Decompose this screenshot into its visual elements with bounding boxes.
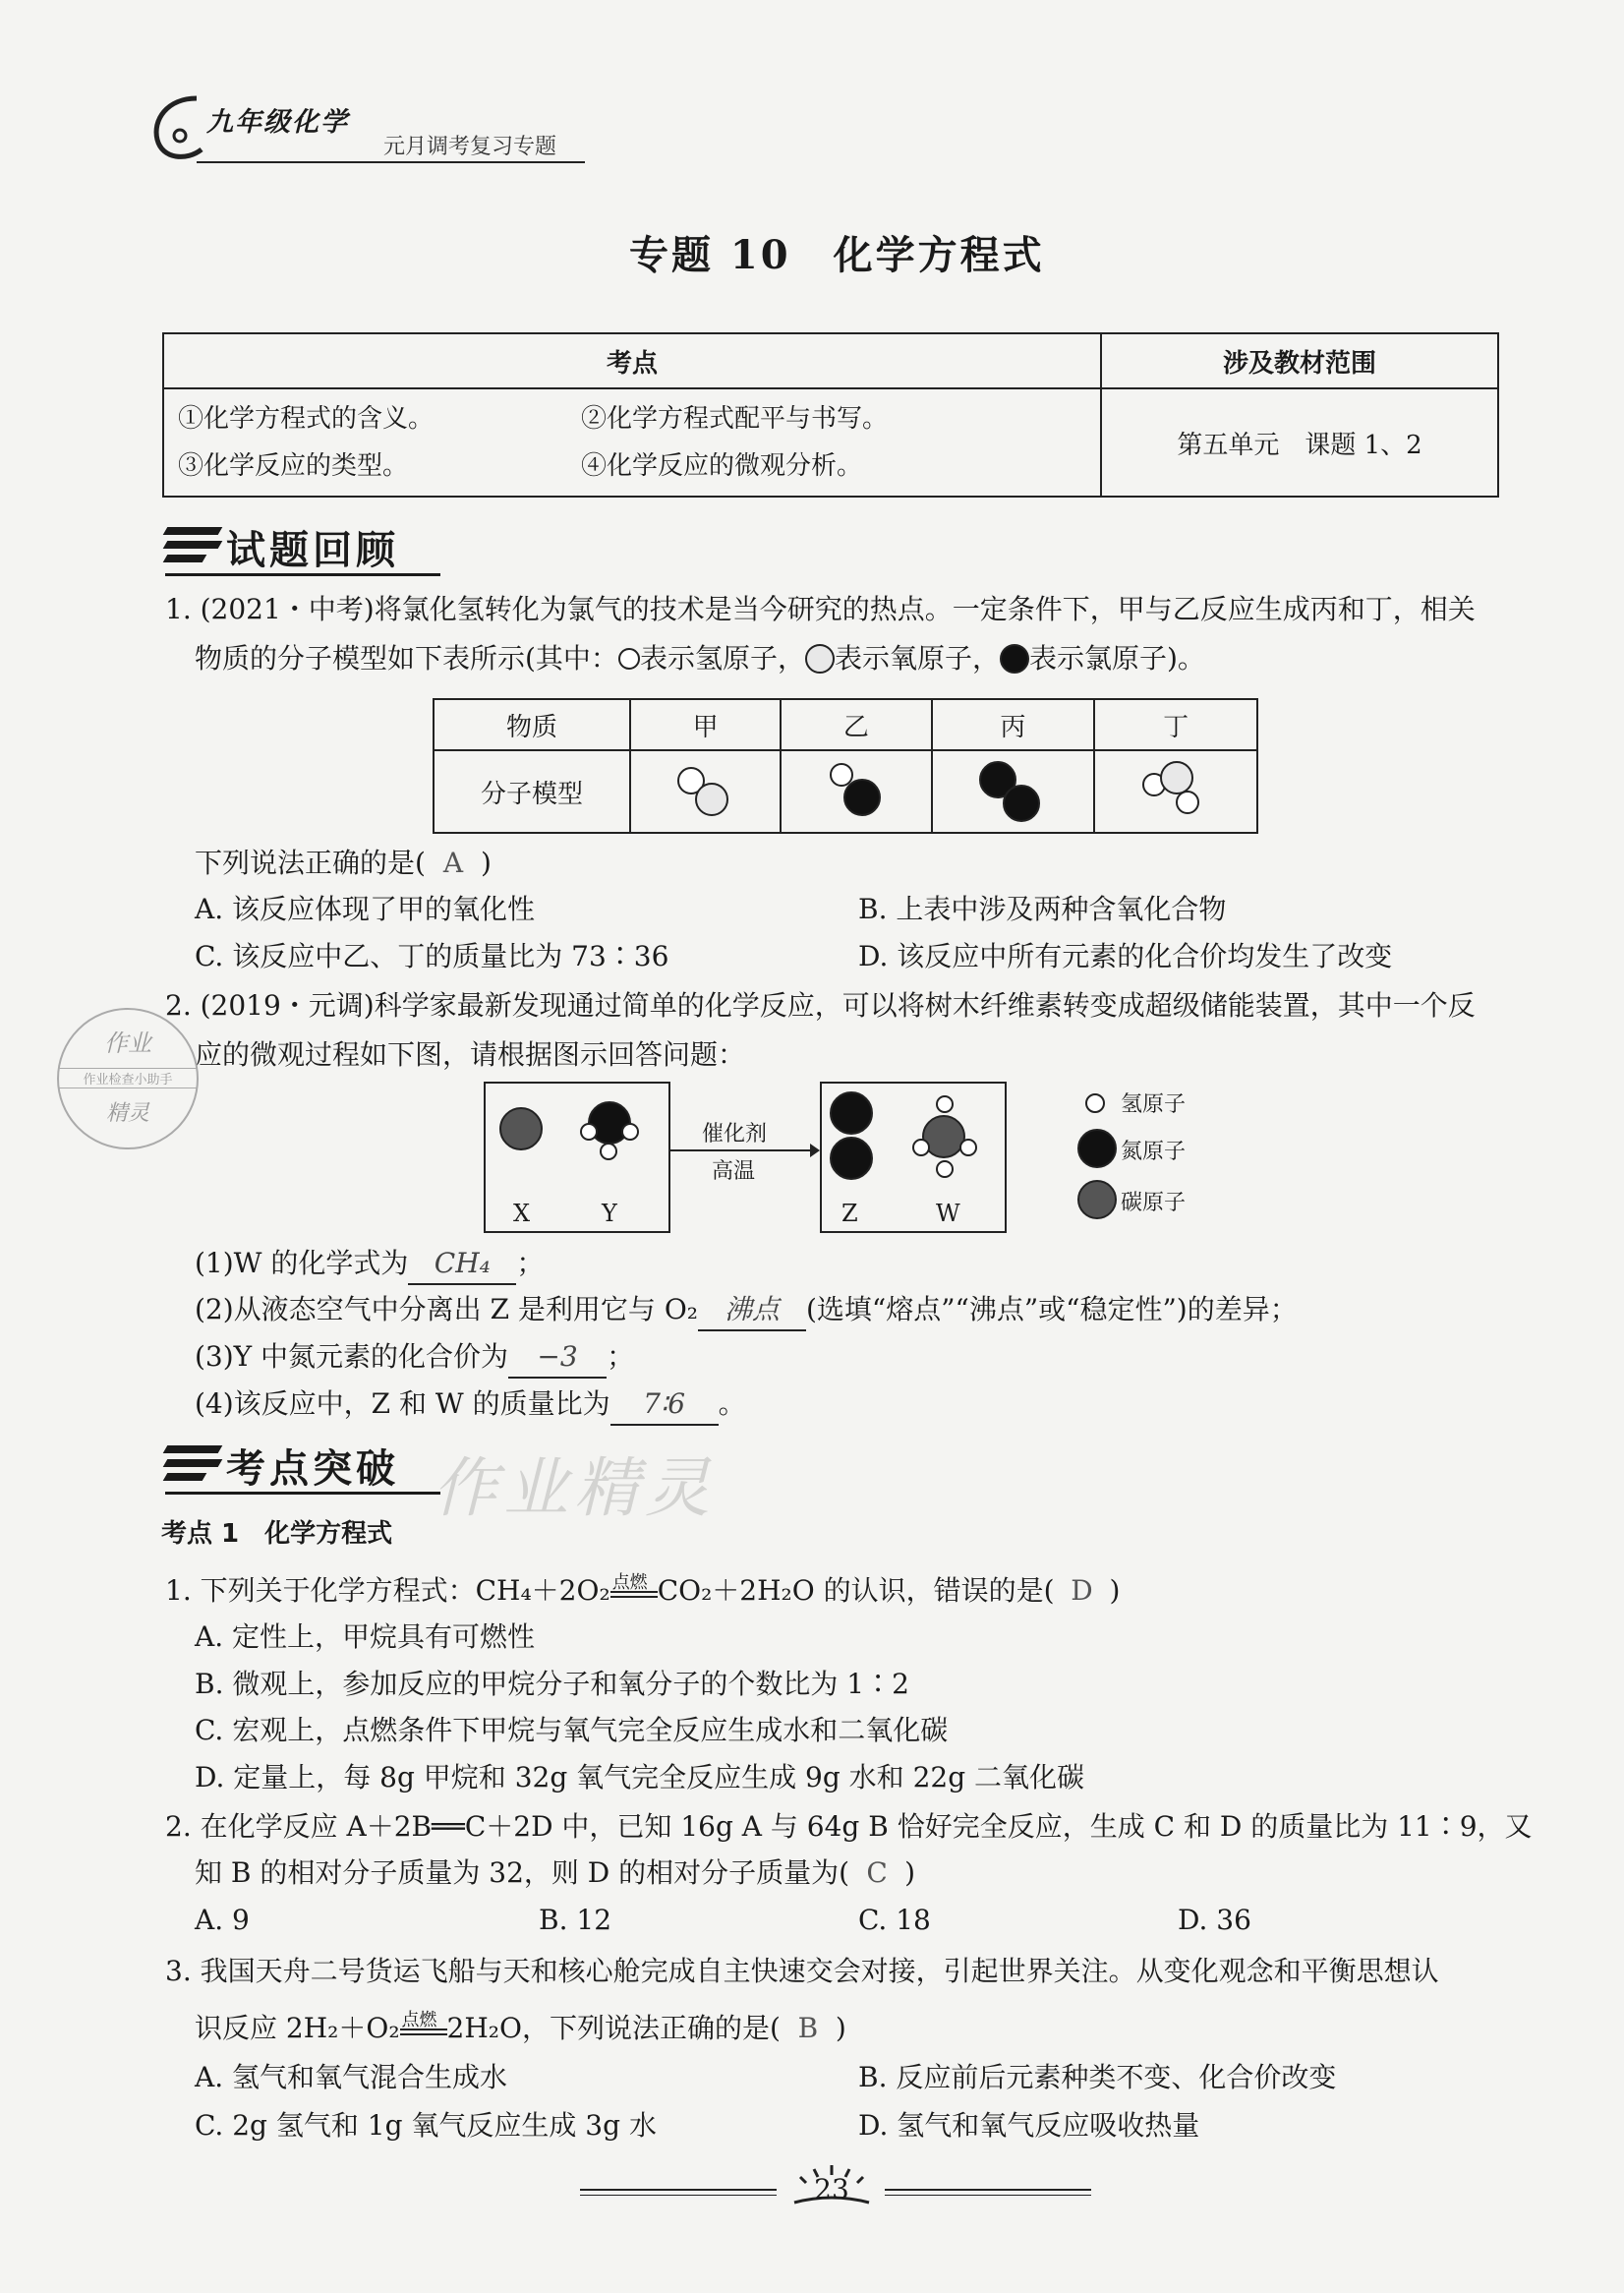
p3-condition: 点燃 <box>400 2009 447 2048</box>
q1-line1: 1. (2021・中考)将氯化氢转化为氯气的技术是当今研究的热点。一定条件下，甲与乙反应生成丙和丁，相关 <box>165 593 1476 625</box>
p1-condition: 点燃 <box>610 1571 658 1611</box>
nitrogen-atom-icon <box>830 1137 873 1180</box>
section-title: 试题回顾 <box>226 528 399 573</box>
hydrogen-atom-icon <box>618 648 640 670</box>
arrow-condition-top: 催化剂 <box>702 1122 768 1146</box>
hydrogen-atom-icon <box>580 1123 598 1141</box>
mol-header: 丙 <box>932 699 1095 750</box>
hydrogen-atom-icon <box>959 1139 977 1156</box>
chlorine-atom-icon <box>843 779 881 816</box>
hydrogen-atom-icon <box>936 1095 954 1113</box>
p1-option-d: D. 定量上，每 8g 甲烷和 32g 氧气完全反应生成 9g 水和 22g 二氧化碳 <box>195 1761 1085 1793</box>
nitrogen-atom-icon <box>830 1091 873 1135</box>
chlorine-atom-icon <box>1000 644 1029 674</box>
hydrogen-atom-icon <box>912 1139 930 1156</box>
chlorine-atom-icon <box>1003 785 1040 822</box>
p3-option-d: D. 氢气和氧气反应吸收热量 <box>858 2109 1200 2142</box>
hydrogen-atom-icon <box>621 1123 639 1141</box>
q2-sub4-answer: 7∶6 <box>610 1384 719 1426</box>
p1-answer: D <box>1071 1574 1093 1607</box>
kaodian1-heading: 考点 1 化学方程式 <box>161 1519 393 1549</box>
p2-line1: 2. 在化学反应 A＋2B══C＋2D 中，已知 16g A 与 64g B 恰好完全反应，生成 C 和 D 的质量比为 11∶9，又 <box>165 1810 1533 1843</box>
mol-row-label: 分子模型 <box>434 750 630 833</box>
p2-option-d: D. 36 <box>1178 1904 1251 1936</box>
hydrogen-atom-icon <box>600 1143 617 1160</box>
p3-line2: 识反应 2H₂＋O₂ 点燃 2H₂O，下列说法正确的是( B ) <box>195 2009 846 2048</box>
p2-answer: C <box>866 1856 888 1889</box>
header-underline <box>197 161 585 163</box>
carbon-atom-icon <box>499 1107 543 1150</box>
section-banner-breakthrough <box>165 1438 440 1495</box>
label-x: X <box>513 1200 531 1227</box>
p3-line1: 3. 我国天舟二号货运飞船与天和核心舱完成自主快速交会对接，引起世界关注。从变化观念和平衡思想认 <box>165 1955 1439 1987</box>
q2-sub3: (3)Y 中氮元素的化合价为 −3 ； <box>195 1337 634 1379</box>
p2-option-c: C. 18 <box>858 1904 931 1936</box>
header-subtitle: 元月调考复习专题 <box>383 135 557 159</box>
legend-nitrogen: 氮原子 <box>1121 1140 1187 1164</box>
arrow-condition-bottom: 高温 <box>712 1159 756 1184</box>
banner-bars-icon <box>165 1445 220 1487</box>
q1-option-a: A. 该反应体现了甲的氧化性 <box>195 893 536 925</box>
footer-rule-left <box>580 2189 777 2196</box>
reaction-diagram <box>484 1082 1231 1235</box>
section-title: 考点突破 <box>226 1446 399 1492</box>
hydrogen-atom-icon <box>936 1160 954 1178</box>
mol-header: 甲 <box>630 699 781 750</box>
q2-line1: 2. (2019・元调)科学家最新发现通过简单的化学反应，可以将树木纤维素转变成超级储能装置，其中一个反 <box>165 989 1476 1022</box>
mol-yi <box>781 750 931 833</box>
carbon-atom-icon <box>1077 1180 1117 1219</box>
legend-hydrogen: 氢原子 <box>1121 1092 1187 1117</box>
mol-ding <box>1094 750 1257 833</box>
mol-header: 乙 <box>781 699 931 750</box>
p1-option-c: C. 宏观上，点燃条件下甲烷与氧气完全反应生成水和二氧化碳 <box>195 1714 949 1746</box>
molecule-table <box>433 698 1258 834</box>
q1-option-d: D. 该反应中所有元素的化合价均发生了改变 <box>858 940 1393 972</box>
p1-stem: 1. 下列关于化学方程式：CH₄＋2O₂ 点燃 CO₂＋2H₂O 的认识，错误的是( D ) <box>165 1571 1120 1611</box>
label-w: W <box>936 1200 960 1227</box>
homework-stamp: 作业 作业检查小助手 精灵 <box>57 1008 199 1149</box>
kaodian-items <box>163 388 1101 497</box>
q2-sub4: (4)该反应中，Z 和 W 的质量比为 7∶6 。 <box>195 1384 746 1426</box>
kaodian-item: ①化学方程式的含义。 <box>178 404 435 434</box>
mol-jia <box>630 750 781 833</box>
p2-option-a: A. 9 <box>195 1904 250 1936</box>
p1-option-b: B. 微观上，参加反应的甲烷分子和氧分子的个数比为 1∶2 <box>195 1668 909 1700</box>
kaodian-item: ④化学反应的微观分析。 <box>581 451 863 481</box>
scope-header: 涉及教材范围 <box>1101 333 1498 388</box>
q1-prompt: 下列说法正确的是( A ) <box>195 844 492 883</box>
mol-header: 丁 <box>1094 699 1257 750</box>
kaodian-header: 考点 <box>163 333 1101 388</box>
label-y: Y <box>602 1200 617 1227</box>
topic-title: 专题 10 化学方程式 <box>629 232 1045 278</box>
mol-header: 物质 <box>434 699 630 750</box>
label-z: Z <box>841 1200 858 1227</box>
p3-option-c: C. 2g 氢气和 1g 氧气反应生成 3g 水 <box>195 2109 657 2142</box>
scope-value: 第五单元 课题 1、2 <box>1101 388 1498 497</box>
q1-option-c: C. 该反应中乙、丁的质量比为 73∶36 <box>195 940 669 972</box>
q2-sub1: (1)W 的化学式为 CH₄ ； <box>195 1244 544 1285</box>
kaodian-item: ②化学方程式配平与书写。 <box>581 404 889 434</box>
q2-sub2-answer: 沸点 <box>698 1290 806 1331</box>
section-banner-review <box>165 519 440 576</box>
q1-option-b: B. 上表中涉及两种含氧化合物 <box>858 893 1227 925</box>
hydrogen-atom-icon <box>1176 791 1199 814</box>
p1-option-a: A. 定性上，甲烷具有可燃性 <box>195 1620 536 1653</box>
reactants-box <box>484 1082 670 1233</box>
page-number: 23 <box>814 2173 849 2205</box>
kaodian-table <box>162 332 1499 498</box>
q2-line2: 应的微观过程如下图，请根据图示回答问题： <box>195 1038 746 1071</box>
q1-answer: A <box>442 847 464 879</box>
q2-sub1-answer: CH₄ <box>408 1244 516 1285</box>
legend-carbon: 碳原子 <box>1121 1191 1187 1215</box>
p2-option-b: B. 12 <box>539 1904 612 1936</box>
products-box <box>820 1082 1007 1233</box>
nitrogen-atom-icon <box>1077 1129 1117 1168</box>
oxygen-atom-icon <box>1160 761 1193 794</box>
legend <box>1073 1082 1231 1229</box>
p2-line2: 知 B 的相对分子质量为 32，则 D 的相对分子质量为( C ) <box>195 1853 915 1893</box>
header <box>147 90 639 169</box>
oxygen-atom-icon <box>695 783 728 816</box>
q2-sub2: (2)从液态空气中分离出 Z 是利用它与 O₂ 沸点 (选填“熔点”“沸点”或“稳定性”)的差异； <box>195 1290 1298 1331</box>
oxygen-atom-icon <box>805 644 835 674</box>
footer-rule-right <box>885 2189 1091 2196</box>
banner-bars-icon <box>165 527 220 568</box>
p3-answer: B <box>797 2012 819 2044</box>
q2-sub3-answer: −3 <box>508 1337 607 1379</box>
mol-bing <box>932 750 1095 833</box>
watermark: 作业精灵 <box>433 1450 716 1526</box>
q1-line2: 物质的分子模型如下表所示(其中： 表示氢原子， 表示氧原子， 表示氯原子)。 <box>195 642 1205 675</box>
hydrogen-atom-icon <box>1085 1093 1105 1113</box>
p3-option-b: B. 反应前后元素种类不变、化合价改变 <box>858 2061 1337 2093</box>
footer <box>580 2163 1091 2212</box>
kaodian-item: ③化学反应的类型。 <box>178 451 409 481</box>
p3-option-a: A. 氢气和氧气混合生成水 <box>195 2061 508 2093</box>
header-title: 九年级化学 <box>206 107 349 138</box>
